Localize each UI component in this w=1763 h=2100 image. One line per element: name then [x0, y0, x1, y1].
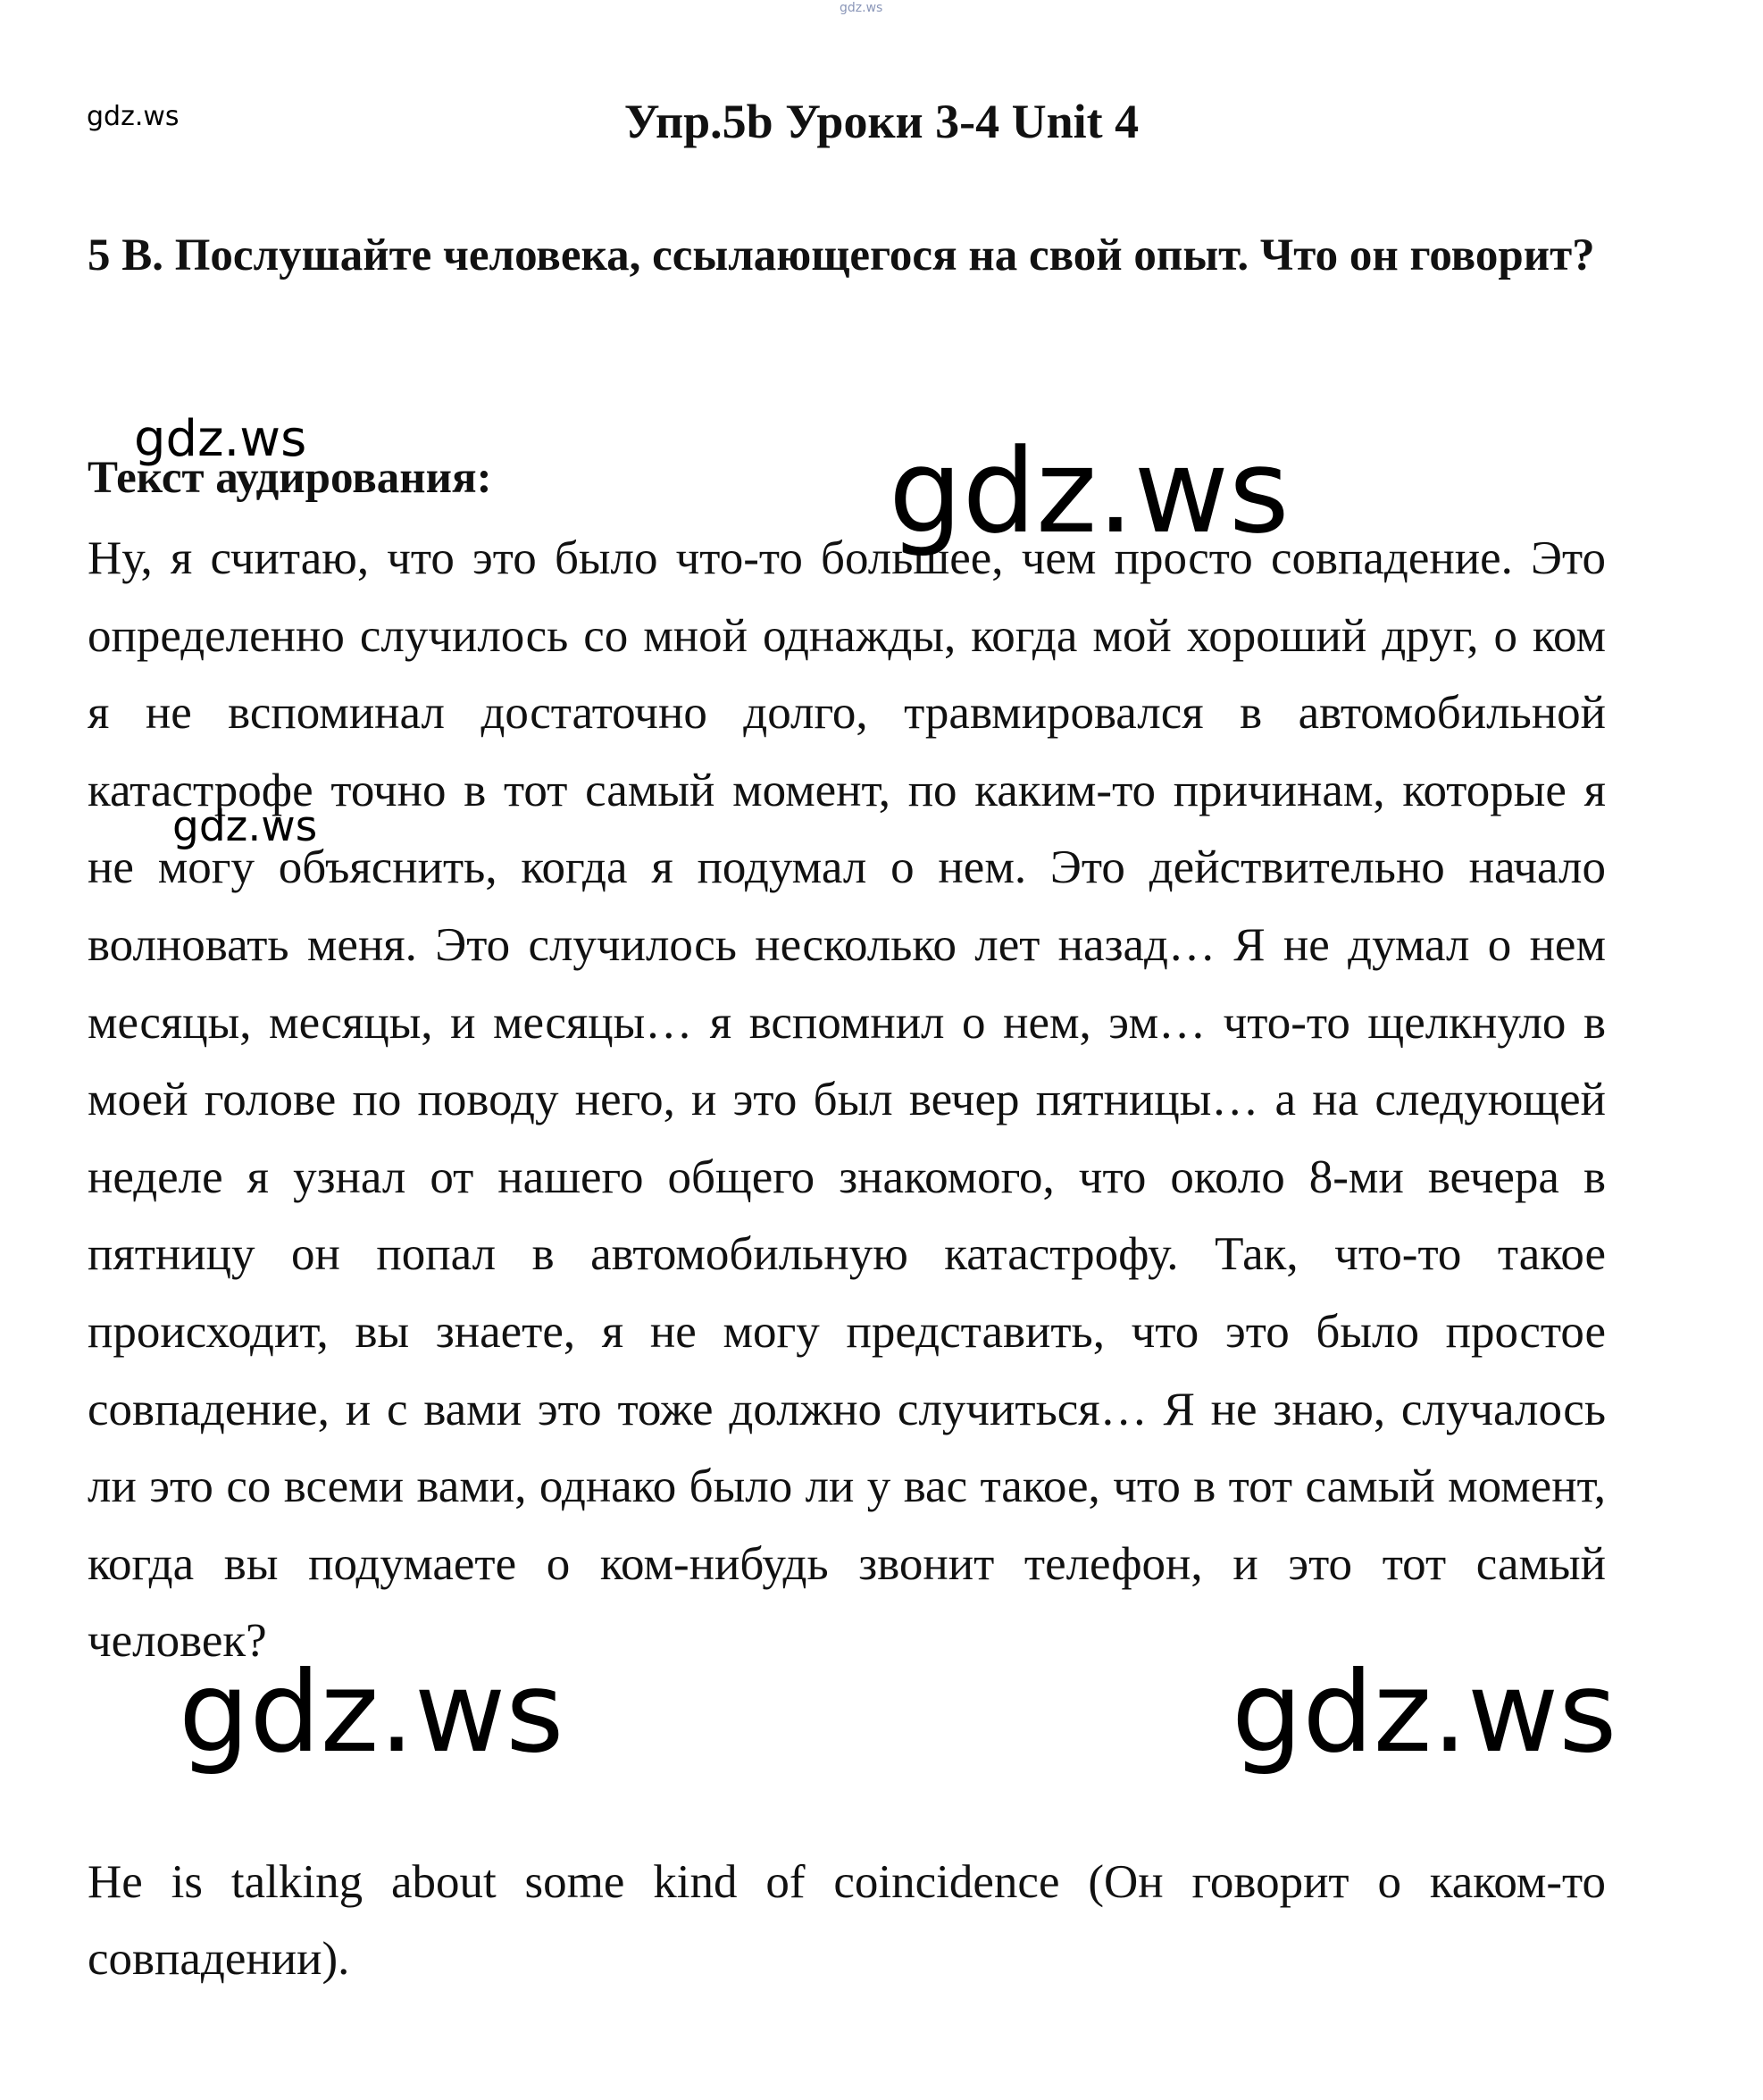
- watermark-mid-small: gdz.ws: [134, 410, 307, 468]
- watermark-bottom-left: gdz.ws: [179, 1648, 564, 1778]
- task-instruction: 5 B. Послушайте человека, ссылающегося на свой опыт. Что он говорит?: [88, 230, 1595, 280]
- section-heading: Текст аудирования:: [88, 453, 492, 503]
- page-title: Упр.5b Уроки 3-4 Unit 4: [623, 95, 1140, 148]
- watermark-body-small: gdz.ws: [172, 802, 318, 851]
- watermark-top-tiny: gdz.ws: [840, 1, 883, 15]
- listening-text: Ну, я считаю, что это было что-то большее, чем просто совпадение. Это определенно случилось со мной однажды, когда мой хороший друг, о ком я не вспоминал достаточно долго, травмировался в автомобильной катастрофе точно в тот самый момент, по каким-то причинам, которые я не могу объяснить, когда я подумал о нем. Это действительно начало волновать меня. Это случилось несколько лет назад… Я не думал о нем месяцы, месяцы, и месяцы… я вспомнил о нем, эм… что-то щелкнуло в моей голове по поводу него, и это был вечер пятницы… а на следующей неделе я узнал от нашего общего знакомого, что около 8-ми вечера в пятницу он попал в автомобильную катастрофу. Так, что-то такое происходит, вы знаете, я не могу представить, что это было простое совпадение, и с вами это тоже должно случиться… Я не знаю, случалось ли это со всеми вами, однако было ли у вас такое, что в тот самый момент, когда вы подумаете о ком-нибудь звонит телефон, и это тот самый человек?: [88, 532, 1606, 1668]
- answer-text: He is talking about some kind of coincidence (Он говорит о каком-то совпадении).: [88, 1856, 1606, 1985]
- watermark-bottom-right: gdz.ws: [1232, 1648, 1617, 1778]
- watermark-mid-large: gdz.ws: [889, 423, 1290, 559]
- watermark-top-left: gdz.ws: [87, 101, 180, 132]
